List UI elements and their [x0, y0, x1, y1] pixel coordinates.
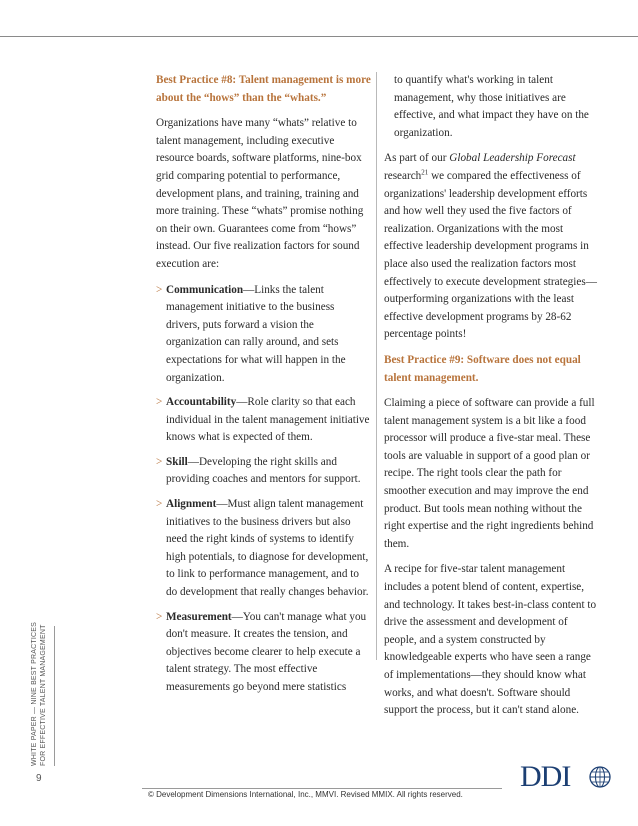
copyright-footer: © Development Dimensions International, Inc., MMVI. Revised MMIX. All rights reserved. — [148, 790, 463, 799]
left-column — [156, 72, 371, 704]
best-practice-9-heading: Best Practice #9: Software does not equal talent management. — [384, 353, 581, 384]
bullet-communication — [156, 282, 371, 388]
bullet-text: —Developing the right skills and providing coaches and mentors for support. — [166, 455, 361, 486]
footer-rule — [142, 788, 502, 789]
bullet-marker: > — [156, 610, 163, 623]
bullet-accountability — [156, 394, 371, 447]
footnote-ref: 21 — [421, 168, 429, 177]
top-rule — [0, 36, 638, 37]
column-divider — [376, 72, 377, 660]
bullet-term: Alignment — [166, 498, 217, 511]
bullet-text: —Links the talent management initiative to the business drivers, puts forward a vision the organization can rally around, and sets expectations for what will happen in the organization. — [166, 283, 346, 384]
bullet-term: Communication — [166, 283, 244, 296]
ddi-logo: DDI — [520, 760, 571, 793]
software-paragraph: Claiming a piece of software can provide a full talent management system is a bit like a food processor will produce a five-star meal. These tools are valuable in support of a good plan or recipe. The right tools clear the path for smoother execution and may improve the end product. But tools mean nothing without the right expertise and the right ingredients behind them. — [384, 397, 595, 550]
forecast-title: Global Leadership Forecast — [449, 152, 576, 165]
side-divider — [54, 626, 55, 766]
bullet-text: —You can't manage what you don't measure. It creates the tension, and objectives become clearer to help execute a talent strategy. The most effective measurements go beyond mere statistics — [166, 610, 367, 693]
recipe-paragraph: A recipe for five-star talent management includes a potent blend of content, expertise, and technology. It takes best-in-class content to drive the assessment and development of people, and a system constructed by knowledgeable experts who have seen a range of implementations—they should know what works, and what doesn't. Software should support the process, but it can't stand alone. — [384, 563, 597, 717]
bullet-skill — [156, 454, 371, 489]
bullet-text: —Must align talent management initiatives to the business drivers but also need the right kinds of systems to identify high potentials, to diagnose for development, to link to performance management, and to do development that really changes behavior. — [166, 498, 369, 599]
research-text-c: we compared the effectiveness of organizations' leadership development efforts and how well they used the five factors of realization. Organizations with the most effective leadership development programs in place also used the realization factors most effectively to execute development strategies—outperforming organizations with the least effective development programs by 28-62 percentage points! — [384, 169, 597, 341]
measurement-continuation: to quantify what's working in talent management, why those initiatives are effective, and what impact they have on the organization. — [394, 74, 589, 139]
bullet-term: Skill — [166, 455, 188, 468]
bullet-text: —Role clarity so that each individual in the talent management initiative knows what is expected of them. — [166, 396, 370, 444]
intro-paragraph: Organizations have many “whats” relative to talent management, including executive resource boards, software platforms, nine-box grid comparing potential to performance, development plans, and training, training and more training. These “whats” promise nothing on their own. Guarantees come from “hows” instead. Our five realization factors for sound execution are: — [156, 117, 364, 270]
bullet-measurement — [156, 609, 371, 697]
best-practice-8-heading: Best Practice #8: Talent management is more about the “hows” than the “whats.” — [156, 74, 371, 104]
side-label — [30, 622, 48, 766]
bullet-marker: > — [156, 455, 163, 468]
bullet-marker: > — [156, 396, 163, 409]
bullet-marker: > — [156, 283, 163, 296]
bullet-term: Accountability — [166, 396, 237, 409]
right-column — [384, 72, 602, 728]
research-text-b: research — [384, 169, 422, 182]
bullet-marker: > — [156, 498, 163, 511]
page-number: 9 — [36, 773, 42, 784]
research-text-a: As part of our — [384, 152, 450, 165]
side-label-line1: WHITE PAPER — NINE BEST PRACTICES — [31, 621, 38, 766]
bullet-alignment — [156, 496, 371, 602]
globe-icon — [589, 766, 611, 788]
research-paragraph — [384, 150, 602, 344]
bullet-term: Measurement — [166, 610, 232, 623]
side-label-line2: FOR EFFECTIVE TALENT MANAGEMENT — [40, 624, 47, 766]
